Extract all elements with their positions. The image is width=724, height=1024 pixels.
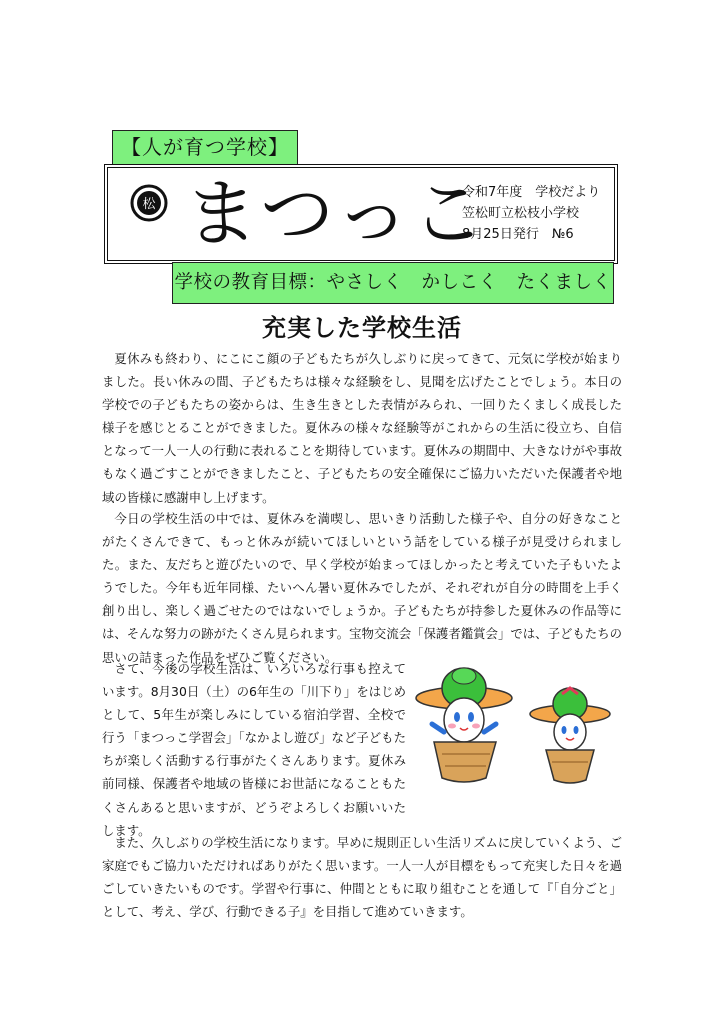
issue-line-school: 笠松町立松枝小学校 [462,206,580,221]
education-goal-banner: 学校の教育目標：やさしく かしこく たくましく [172,262,614,304]
paragraph-3: さて、今後の学校生活は、いろいろな行事も控えています。8月30日（土）の6年生の「川下り」をはじめとして、5年生が楽しみにしている宿泊学習、全校で行う「まつっこ学習会」「なかよし遊び」など子どもたちが楽しく活動する行事がたくさんあります。夏休み前同様、保護者や地域の皆様にお世話になることもたくさんあると思いますが、どうぞよろしくお願いいたします。 [102,661,406,838]
masthead [104,164,618,264]
emblem-text: 松 [142,197,156,212]
article-heading: 充実した学校生活 [262,314,462,342]
school-emblem-icon [130,184,168,222]
paragraph-4: また、久しぶりの学校生活になります。早めに規則正しい生活リズムに戻していくよう、ご家庭でもご協力いただければありがたく思います。一人一人が目標をもって充実した日々を過ごしていきたいものです。学習や行事に、仲間とともに取り組むことを通して『「自分ごと」として、考え、学び、行動できる子』を目指して進めていきます。 [102,835,622,920]
issue-line-year: 令和7年度 学校だより [462,185,601,200]
mascot-large [416,668,512,782]
tagline-banner: 【人が育つ学校】 [112,130,298,166]
mascot-small [530,688,610,783]
newsletter-title: まつっこ [184,171,488,257]
mascot-illustration [412,662,622,790]
paragraph-1: 夏休みも終わり、にこにこ顔の子どもたちが久しぶりに戻ってきて、元気に学校が始まりました。長い休みの間、子どもたちは様々な経験をし、見聞を広げたことでしょう。本日の学校での子どもたちの姿からは、生き生きとした表情がみられ、一回りたくましく成長した様子を感じとることができました。夏休みの様々な経験等がこれからの生活に役立ち、自信となって一人一人の行動に表れることを期待しています。夏休みの期間中、大きなけがや事故もなく過ごすことができましたこと、子どもたちの安全確保にご協力いただいた保護者や地域の皆様に感謝申し上げます。 [102,351,622,505]
paragraph-2: 今日の学校生活の中では、夏休みを満喫し、思いきり活動した様子や、自分の好きなことがたくさんできて、もっと休みが続いてほしいという話をしている様子が見受けられました。また、友だちと遊びたいので、早く学校が始まってほしかったと考えていた子もいたようでした。今年も近年同様、たいへん暑い夏休みでしたが、それぞれが自分の時間を上手く創り出し、楽しく過ごせたのではないでしょうか。子どもたちが持参した夏休みの作品等には、そんな努力の跡がたくさん見られます。宝物交流会「保護者鑑賞会」では、子どもたちの思いの詰まった作品をぜひご覧ください。 [102,511,622,665]
issue-line-date: 8月25日発行 №6 [462,227,574,242]
issue-info [462,182,600,245]
